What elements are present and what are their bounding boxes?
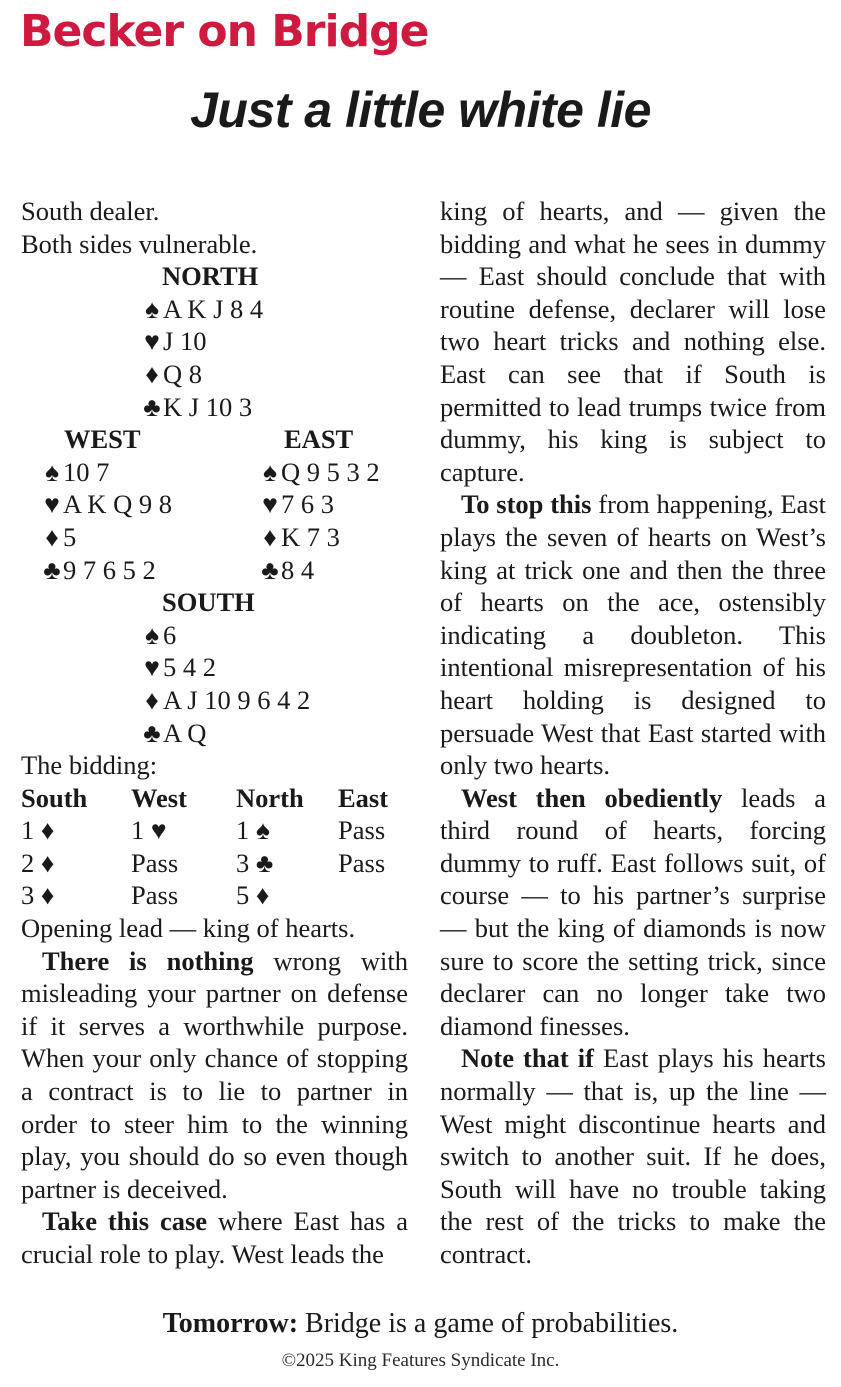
opening-lead: Opening lead — king of hearts. xyxy=(21,913,356,944)
east-title: EAST xyxy=(284,424,354,455)
west-east-titles xyxy=(21,423,408,456)
west-diamonds: ♦ 5 xyxy=(41,521,76,554)
bid-header-south: South xyxy=(21,782,88,813)
paragraph-text: leads a third round of hearts, forcing dummy to ruff. East follows suit, of course — to his partner’s surprise — but the king of diamonds is now sure to score the setting trick, since declarer can no longer take two diamond finesses. xyxy=(440,782,826,1041)
spade-icon: ♠ xyxy=(44,456,60,487)
south-title: SOUTH xyxy=(162,587,255,618)
spade-icon: ♠ xyxy=(262,456,278,487)
north-diamonds: ♦ Q 8 xyxy=(21,358,408,391)
bid-header-west: West xyxy=(131,782,187,813)
north-hearts: ♥ J 10 xyxy=(21,325,408,358)
west-east-diamonds xyxy=(21,521,408,554)
heart-icon: ♥ xyxy=(262,489,278,520)
south-clubs: ♣A Q xyxy=(21,717,408,750)
paragraph-2 xyxy=(21,1205,408,1270)
club-icon: ♣ xyxy=(261,554,279,585)
west-spades: ♠ 10 7 xyxy=(41,456,109,489)
paragraph-2-continued: king of hearts, and — given the bidding and what he sees in dummy — East should conclude that with routine defense, declarer will lose two heart tricks and nothing else. East can see that if South is permitted to lead trumps twice from dummy, his king is subject to capture. xyxy=(440,196,826,487)
tomorrow-teaser xyxy=(0,1306,841,1342)
bid-cell: 1 ♦ xyxy=(21,815,55,846)
bidding-label: The bidding: xyxy=(21,750,158,781)
right-column xyxy=(440,195,826,1271)
club-icon: ♣ xyxy=(143,391,161,422)
heart-icon: ♥ xyxy=(144,326,160,357)
south-hearts: ♥ 5 4 2 xyxy=(21,651,408,684)
bid-cell: Pass xyxy=(131,880,179,911)
bidding-header xyxy=(21,782,408,815)
bid-header-north: North xyxy=(236,782,304,813)
paragraph-text: from happening, East plays the seven of hearts on West’s king at trick one and then the three of hearts on the ace, ostensibly indicating a doubleton. This intentional misrepresentation of his heart holding is designed to persuade West that East started with only two hearts. xyxy=(440,489,826,781)
heart-icon: ♥ xyxy=(144,652,160,683)
club-icon: ♣ xyxy=(143,717,161,748)
paragraph-text: East plays his hearts normally — that is, up the line — West might discontinue hearts and switch to another suit. If he does, South will have no trouble taking the rest of the tricks to make the contract. xyxy=(440,1043,826,1269)
headline: Just a little white lie xyxy=(190,82,651,138)
north-clubs: ♣K J 10 3 xyxy=(21,391,408,424)
vulnerability-line: Both sides vulnerable. xyxy=(21,228,258,259)
bid-cell: Pass xyxy=(131,847,179,878)
paragraph-lead: West then obediently xyxy=(461,782,723,813)
tomorrow-text: Bridge is a game of probabilities. xyxy=(298,1308,679,1339)
east-diamonds: ♦ K 7 3 xyxy=(259,521,340,554)
diamond-icon: ♦ xyxy=(145,684,159,715)
bid-cell: 3 ♣ xyxy=(236,847,274,878)
bidding-row xyxy=(21,814,408,847)
west-east-clubs xyxy=(21,554,408,587)
bid-cell: Pass xyxy=(338,847,386,878)
north-title: NORTH xyxy=(162,261,259,292)
paragraph-lead: Take this case xyxy=(42,1206,208,1237)
bid-header-east: East xyxy=(338,782,389,813)
bidding-row xyxy=(21,847,408,880)
paragraph-text: where East has a crucial role to play. West leads the xyxy=(21,1206,408,1269)
paragraph-lead: Note that if xyxy=(461,1043,594,1074)
dealer-line: South dealer. xyxy=(21,196,160,226)
spade-icon: ♠ xyxy=(144,619,160,650)
west-east-spades xyxy=(21,456,408,489)
south-spades: ♠ 6 xyxy=(21,619,408,652)
paragraph-text: wrong with misleading your partner on defense if it serves a worthwhile purpose. When your only chance of stopping a contract is to lie to partner in order to steer him to the winning play, you should do so even though partner is deceived. xyxy=(21,945,408,1204)
paragraph-5 xyxy=(440,1042,826,1270)
bid-cell: 5 ♦ xyxy=(236,880,270,911)
copyright: ©2025 King Features Syndicate Inc. xyxy=(281,1350,560,1371)
south-diamonds: ♦ A J 10 9 6 4 2 xyxy=(21,684,408,717)
west-title: WEST xyxy=(64,424,141,455)
paragraph-3 xyxy=(440,488,826,781)
east-spades: ♠ Q 9 5 3 2 xyxy=(259,456,380,489)
diamond-icon: ♦ xyxy=(263,521,277,552)
west-east-hearts xyxy=(21,488,408,521)
paragraph-1 xyxy=(21,945,408,1206)
bid-cell: 1 ♥ xyxy=(131,815,167,846)
heart-icon: ♥ xyxy=(44,489,60,520)
masthead: Becker on Bridge xyxy=(20,6,429,57)
paragraph-4 xyxy=(440,782,826,1043)
bidding-row xyxy=(21,879,408,912)
west-clubs: ♣9 7 6 5 2 xyxy=(41,554,156,587)
bid-cell: 2 ♦ xyxy=(21,847,55,878)
paragraph-lead: To stop this xyxy=(461,489,592,520)
east-hearts: ♥ 7 6 3 xyxy=(259,488,334,521)
west-hearts: ♥ A K Q 9 8 xyxy=(41,488,172,521)
spade-icon: ♠ xyxy=(144,293,160,324)
tomorrow-label: Tomorrow: xyxy=(162,1308,299,1339)
paragraph-lead: There is nothing xyxy=(42,945,254,976)
north-spades: ♠ A K J 8 4 xyxy=(21,293,408,326)
bid-cell: Pass xyxy=(338,815,386,846)
diamond-icon: ♦ xyxy=(145,358,159,389)
bid-cell: 3 ♦ xyxy=(21,880,55,911)
bid-cell: 1 ♠ xyxy=(236,815,270,846)
east-clubs: ♣8 4 xyxy=(259,554,314,587)
diamond-icon: ♦ xyxy=(45,521,59,552)
left-column xyxy=(21,195,408,1271)
club-icon: ♣ xyxy=(43,554,61,585)
